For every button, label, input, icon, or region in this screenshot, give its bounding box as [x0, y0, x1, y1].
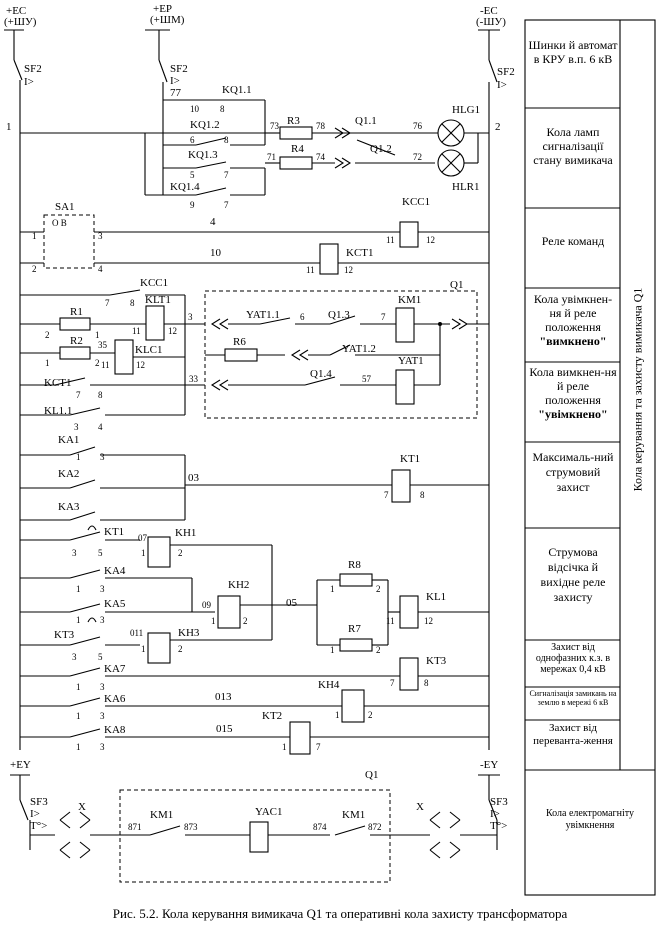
panel-closing [528, 292, 618, 348]
svg-text:1: 1 [282, 742, 287, 752]
kh4-label: KH4 [318, 679, 340, 691]
q1-magnet-label: Q1 [365, 769, 379, 781]
yac1-coil [250, 822, 268, 852]
ka7-label: KA7 [104, 663, 126, 675]
node-57: 57 [362, 374, 371, 384]
x-left-label: X [78, 801, 86, 813]
node-71: 71 [267, 152, 276, 162]
kl1-label: KL1 [426, 591, 447, 603]
svg-text:7: 7 [384, 490, 389, 500]
svg-text:1: 1 [141, 644, 146, 654]
panel-trip-state: "увімкнено" [538, 407, 608, 421]
signal-lamp-circuit [6, 84, 501, 210]
svg-text:1: 1 [211, 616, 216, 626]
ground-fault-and-overload [20, 655, 489, 754]
svg-text:3: 3 [100, 711, 105, 721]
panel-command-relays: Реле команд [541, 234, 605, 248]
node-07: 07 [138, 533, 147, 543]
svg-text:7: 7 [224, 170, 229, 180]
panel-overcurrent: Максималь-ний струмовий захист [532, 450, 614, 494]
kct1-contact-label: KCT1 [44, 377, 72, 389]
kh2-relay [218, 596, 240, 628]
kt1-coil-label: KT1 [400, 453, 421, 465]
panel-vertical-text: Кола керування та захисту вимикача Q1 [630, 287, 645, 492]
kcc1-coil-label: KCC1 [402, 196, 431, 208]
node-72: 72 [413, 152, 422, 162]
hlg1-label: HLG1 [452, 104, 481, 116]
svg-text:2: 2 [376, 584, 381, 594]
bus-mid-sublabel: (+ШМ) [150, 14, 185, 26]
node-011: 011 [130, 628, 144, 638]
svg-text:3: 3 [100, 615, 105, 625]
hlg1-lamp [438, 120, 464, 146]
klt1-coil [146, 306, 164, 340]
yat12-label: YAT1.2 [342, 343, 376, 355]
svg-text:7: 7 [76, 390, 81, 400]
svg-text:1: 1 [330, 645, 335, 655]
km1-coil [396, 308, 414, 342]
svg-text:3: 3 [100, 742, 105, 752]
panel-shinky: Шинки й автомат в КРУ в.п. 6 кВ [528, 38, 618, 66]
ey-left-label: +EY [10, 759, 31, 771]
svg-text:1: 1 [32, 231, 37, 241]
kct1-coil [320, 244, 338, 274]
node-76: 76 [413, 121, 422, 131]
bus-right-sublabel: (-ШУ) [476, 16, 506, 28]
node-09: 09 [202, 600, 211, 610]
svg-text:2: 2 [368, 710, 373, 720]
svg-text:12: 12 [344, 265, 353, 275]
figure-caption: Рис. 5.2. Кола керування вимикача Q1 та оперативні кола захисту трансформатора [112, 906, 568, 921]
closing-magnet-circuit [10, 759, 508, 882]
svg-text:7: 7 [105, 298, 110, 308]
svg-text:8: 8 [420, 490, 425, 500]
kq13-label: KQ1.3 [188, 149, 218, 161]
svg-text:1: 1 [76, 742, 81, 752]
ka1-label: KA1 [58, 434, 80, 446]
r6-resistor [225, 349, 257, 361]
bus-labels [4, 3, 506, 30]
kt2-coil [290, 722, 310, 754]
svg-text:3: 3 [100, 682, 105, 692]
svg-text:1: 1 [141, 548, 146, 558]
node-871: 871 [128, 822, 142, 832]
svg-text:3: 3 [74, 422, 79, 432]
sf3-left-t: T°> [30, 820, 48, 832]
bus-left-sublabel: (+ШУ) [4, 16, 37, 28]
ka2-label: KA2 [58, 468, 80, 480]
svg-text:11: 11 [132, 326, 141, 336]
kct1-coil-label: KCT1 [346, 247, 374, 259]
sa1-positions: O В [52, 218, 67, 228]
r3-label: R3 [287, 115, 300, 127]
svg-text:2: 2 [376, 645, 381, 655]
svg-text:7: 7 [316, 742, 321, 752]
kh1-label: KH1 [175, 527, 197, 539]
panel-trip [528, 365, 618, 421]
panel-trip-text: Кола вимкнен-ня й реле положення [529, 365, 617, 407]
node-013: 013 [215, 691, 232, 703]
kh3-label: KH3 [178, 627, 200, 639]
svg-text:12: 12 [136, 360, 145, 370]
kcc1-coil [400, 222, 418, 247]
svg-text:2: 2 [32, 264, 37, 274]
svg-text:1: 1 [45, 358, 50, 368]
node-73: 73 [270, 121, 279, 131]
q14-label: Q1.4 [310, 368, 332, 380]
panel-closing-text: Кола увімкнен-ня й реле положення [533, 292, 613, 334]
kl11-label: KL1.1 [44, 405, 73, 417]
sa1-label: SA1 [55, 201, 75, 213]
sf2-right-i: I> [497, 79, 507, 91]
kcc1-contact-label: KCC1 [140, 277, 169, 289]
node-05: 05 [286, 597, 297, 609]
svg-text:4: 4 [98, 264, 103, 274]
svg-text:5: 5 [190, 170, 195, 180]
bus-mid-label: +EP [153, 3, 173, 15]
command-relays [20, 196, 489, 275]
svg-text:3: 3 [72, 548, 77, 558]
svg-text:8: 8 [424, 678, 429, 688]
r4-resistor [280, 157, 312, 169]
kq14-label: KQ1.4 [170, 181, 200, 193]
sf2-mid-label: SF2 [170, 63, 188, 75]
sf2-left-label: SF2 [24, 63, 42, 75]
svg-text:7: 7 [224, 200, 229, 210]
panel-electromagnet: Кола електромагніту увімкнення [545, 808, 635, 831]
klc1-coil [115, 340, 133, 374]
bus-right-label: -EC [480, 5, 498, 17]
node-74: 74 [316, 152, 325, 162]
kq12-label: KQ1.2 [190, 119, 220, 131]
svg-text:3: 3 [100, 584, 105, 594]
ka3-label: KA3 [58, 501, 80, 513]
svg-text:6: 6 [300, 312, 305, 322]
kt3-coil-label: KT3 [426, 655, 447, 667]
node-03: 03 [188, 472, 199, 484]
ka4-label: KA4 [104, 565, 126, 577]
svg-text:2: 2 [243, 616, 248, 626]
node-015: 015 [216, 723, 233, 735]
panel-ground-fault: Сигналізація замикань на землю в мережі 6 кВ [529, 689, 617, 707]
node-872: 872 [368, 822, 382, 832]
svg-text:11: 11 [386, 235, 395, 245]
sf2-mid-num: 77 [170, 87, 181, 99]
svg-text:4: 4 [98, 422, 103, 432]
klt1-label: KLT1 [145, 294, 171, 306]
svg-text:1: 1 [330, 584, 335, 594]
svg-text:8: 8 [98, 390, 103, 400]
yac1-label: YAC1 [255, 806, 283, 818]
svg-text:11: 11 [101, 360, 110, 370]
sf2-left-i: I> [24, 76, 34, 88]
kl1-coil [400, 596, 418, 628]
r8-label: R8 [348, 559, 361, 571]
yat1-label: YAT1 [398, 355, 424, 367]
svg-text:2: 2 [95, 358, 100, 368]
svg-text:1: 1 [76, 711, 81, 721]
sf3-right-t: T°> [490, 820, 508, 832]
panel-closing-state: "вимкнено" [539, 334, 607, 348]
svg-text:12: 12 [426, 235, 435, 245]
r1-label: R1 [70, 306, 83, 318]
svg-text:9: 9 [190, 200, 195, 210]
r2-resistor [60, 347, 90, 359]
svg-text:1: 1 [76, 682, 81, 692]
svg-text:3: 3 [98, 231, 103, 241]
kh1-relay [148, 537, 170, 567]
panel-cutoff: Струмова відсічка й вихідне реле захисту [540, 545, 606, 604]
ey-right-label: -EY [480, 759, 499, 771]
kt1-contact-label: KT1 [104, 526, 125, 538]
sf3-right-label: SF3 [490, 796, 508, 808]
q11-label: Q1.1 [355, 115, 377, 127]
sf3-right-i: I> [490, 808, 500, 820]
x-right-label: X [416, 801, 424, 813]
current-cutoff [20, 526, 489, 663]
r7-label: R7 [348, 623, 361, 635]
svg-text:7: 7 [390, 678, 395, 688]
svg-text:6: 6 [190, 135, 195, 145]
svg-text:12: 12 [168, 326, 177, 336]
km1-right-label: KM1 [342, 809, 366, 821]
svg-text:7: 7 [381, 312, 386, 322]
panel-single-phase: Захист від однофазних к.з. в мережах 0,4 кВ [535, 642, 611, 675]
svg-text:2: 2 [45, 330, 50, 340]
yat1-coil [396, 370, 414, 404]
svg-text:8: 8 [220, 104, 225, 114]
control-circuits [20, 277, 489, 432]
svg-text:3: 3 [100, 452, 105, 462]
r4-label: R4 [291, 143, 304, 155]
hlr1-lamp [438, 150, 464, 176]
q12-label: Q1.2 [370, 143, 392, 155]
kt2-label: KT2 [262, 710, 283, 722]
node-10: 10 [210, 247, 221, 259]
bus-left-label: +EC [6, 5, 27, 17]
svg-text:1: 1 [335, 710, 340, 720]
kh4-relay [342, 690, 364, 722]
svg-text:1: 1 [76, 615, 81, 625]
yat11-label: YAT1.1 [246, 309, 280, 321]
overcurrent-protection [20, 434, 489, 520]
r6-label: R6 [233, 336, 246, 348]
r3-resistor [280, 127, 312, 139]
kt3-contact-label: KT3 [54, 629, 75, 641]
r2-label: R2 [70, 335, 83, 347]
sf2-mid-i: I> [170, 75, 180, 87]
hlr1-label: HLR1 [452, 181, 480, 193]
kt1-coil [392, 470, 410, 502]
kh2-label: KH2 [228, 579, 250, 591]
ka5-label: KA5 [104, 598, 126, 610]
node-874: 874 [313, 822, 327, 832]
svg-text:5: 5 [98, 548, 103, 558]
kh3-relay [148, 633, 170, 663]
panel-lamps: Кола ламп сигналізації стану вимикача [533, 125, 613, 167]
svg-text:11: 11 [306, 265, 315, 275]
svg-text:1: 1 [76, 452, 81, 462]
svg-text:3: 3 [188, 312, 193, 322]
svg-text:8: 8 [130, 298, 135, 308]
km1-left-label: KM1 [150, 809, 174, 821]
svg-text:3: 3 [72, 652, 77, 662]
svg-text:10: 10 [190, 104, 199, 114]
ka8-label: KA8 [104, 724, 126, 736]
q13-label: Q1.3 [328, 309, 350, 321]
sf3-left-i: I> [30, 808, 40, 820]
node-1: 1 [6, 121, 12, 133]
svg-text:1: 1 [76, 584, 81, 594]
km1-label: KM1 [398, 294, 422, 306]
svg-text:2: 2 [178, 548, 183, 558]
svg-text:8: 8 [224, 135, 229, 145]
node-35: 35 [98, 340, 107, 350]
node-78: 78 [316, 121, 325, 131]
kt3-coil [400, 658, 418, 690]
svg-text:5: 5 [98, 652, 103, 662]
svg-text:11: 11 [386, 616, 395, 626]
node-4: 4 [210, 216, 216, 228]
svg-text:12: 12 [424, 616, 433, 626]
kq11-label: KQ1.1 [222, 84, 252, 96]
q1-box-label: Q1 [450, 279, 464, 291]
sf3-left-label: SF3 [30, 796, 48, 808]
sf2-right-label: SF2 [497, 66, 515, 78]
svg-text:1: 1 [95, 330, 100, 340]
r7-resistor [340, 639, 372, 651]
r8-resistor [340, 574, 372, 586]
node-873: 873 [184, 822, 198, 832]
node-33: 33 [189, 374, 198, 384]
panel-overload: Захист від переванта-ження [533, 722, 613, 747]
ka6-label: KA6 [104, 693, 126, 705]
r1-resistor [60, 318, 90, 330]
node-2: 2 [495, 121, 501, 133]
klc1-label: KLC1 [135, 344, 163, 356]
svg-text:2: 2 [178, 644, 183, 654]
